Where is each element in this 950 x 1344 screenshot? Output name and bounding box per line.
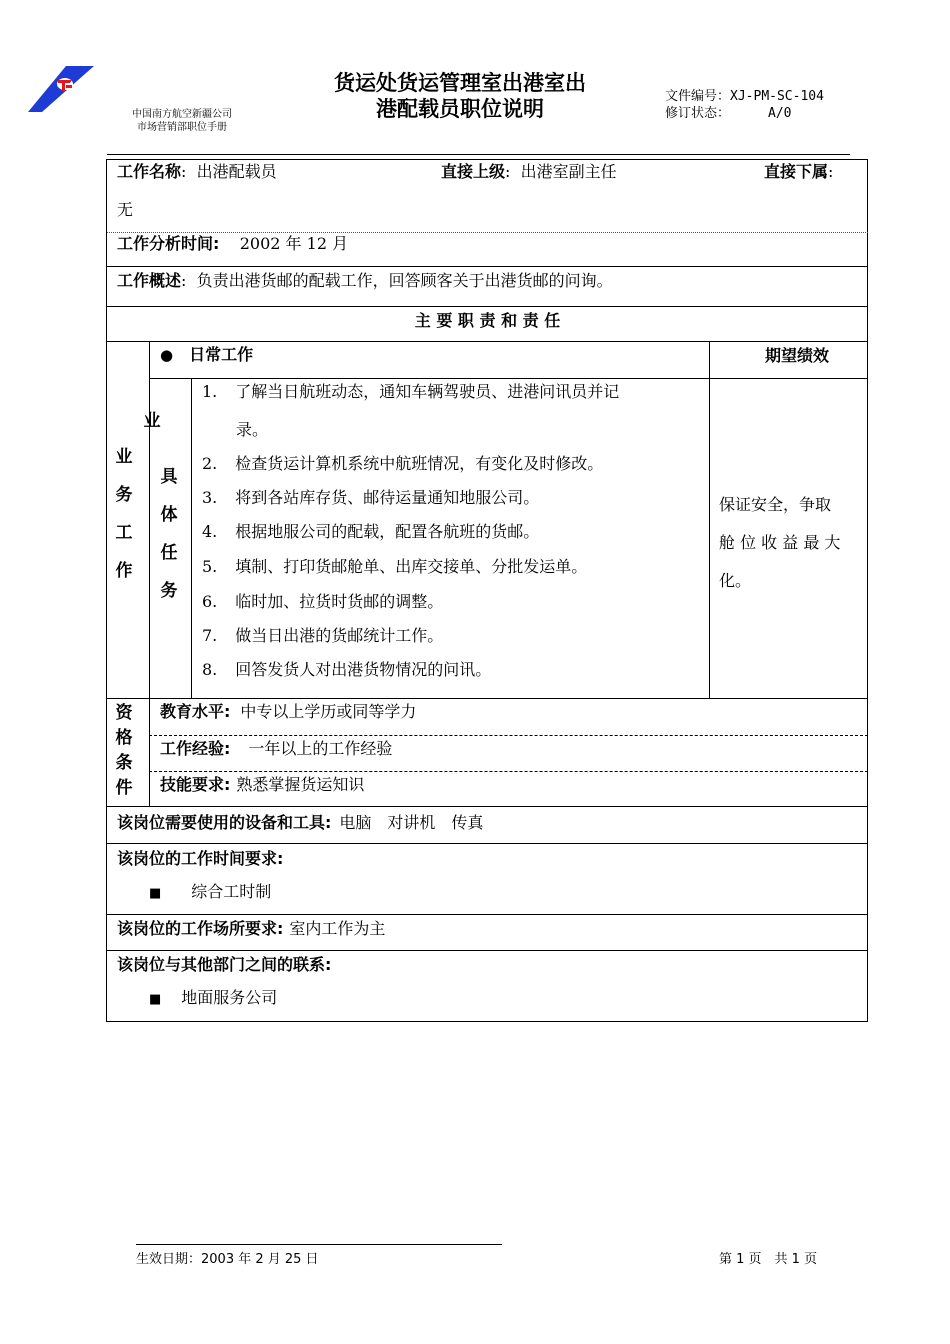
label-char: 具	[160, 467, 178, 487]
daily-work-cell	[160, 345, 253, 365]
divider	[709, 341, 710, 698]
experience-row	[160, 739, 392, 759]
effective-date: 生效日期：2003 年 2 月 25 日	[136, 1252, 319, 1267]
label-char: 任	[160, 543, 178, 563]
analysis-label: 工作分析时间:	[117, 234, 220, 253]
task-text: 回答发货人对出港货物情况的问讯。	[235, 660, 492, 679]
footer-rule	[136, 1244, 502, 1245]
task-number: 4.	[202, 522, 218, 541]
place-row	[117, 919, 385, 939]
divider	[107, 306, 868, 307]
performance-text	[719, 486, 840, 600]
divider	[149, 698, 150, 806]
place-value: 室内工作为主	[289, 919, 386, 938]
experience-value: 一年以上的工作经验	[248, 739, 393, 758]
task-text: 根据地服公司的配载，配置各航班的货邮。	[235, 522, 540, 541]
divider	[107, 266, 868, 267]
divider	[149, 341, 150, 698]
performance-line: 保证安全，争取	[719, 495, 832, 514]
task-item	[202, 626, 443, 646]
task-text: 将到各站库存货、邮待运量通知地服公司。	[235, 488, 540, 507]
relation-label: 该岗位与其他部门之间的联系:	[117, 955, 332, 974]
performance-line: 化。	[719, 571, 752, 590]
label-char: 作	[115, 561, 133, 581]
duties-heading: 主 要 职 责 和 责 任	[414, 311, 561, 330]
divider	[107, 341, 868, 342]
title-line-1: 货运处货运管理室出港室出	[334, 71, 586, 95]
company-line: 中国南方航空新疆公司	[132, 109, 232, 120]
label-char: 条	[115, 753, 133, 773]
title-line-2: 港配载员职位说明	[376, 97, 544, 121]
analysis-date: 2002 年 12 月	[239, 234, 349, 253]
equipment-value: 电脑 对讲机 传真	[339, 813, 484, 832]
label-char: 工	[115, 523, 133, 543]
task-number: 2.	[202, 454, 218, 473]
skill-label: 技能要求:	[160, 775, 231, 794]
subordinate-value: 无	[117, 200, 134, 219]
task-label	[158, 458, 180, 610]
rev-value: A/0	[768, 106, 792, 121]
business-work-label	[113, 438, 135, 590]
task-text: 做当日出港的货邮统计工作。	[235, 626, 444, 645]
header-rule	[107, 154, 850, 155]
label-char: 务	[160, 581, 178, 601]
airline-logo	[28, 64, 96, 114]
task-item	[202, 454, 603, 474]
subordinate-cell: 直接下属:	[764, 162, 834, 181]
task-continuation: 录。	[236, 420, 269, 439]
task-number: 6.	[202, 592, 218, 611]
label-char: 体	[160, 505, 178, 525]
label-char: 业	[115, 447, 133, 467]
task-item	[202, 382, 619, 402]
superior-value: 出港室副主任	[520, 162, 617, 181]
task-item	[202, 522, 539, 542]
divider	[107, 950, 868, 951]
task-number: 5.	[202, 557, 218, 576]
label-char: 格	[115, 728, 133, 748]
divider	[191, 378, 192, 698]
task-item	[202, 557, 587, 577]
job-name-label: 工作名称	[117, 162, 182, 181]
bullet-icon: ●	[160, 346, 174, 364]
company-name	[116, 108, 248, 134]
hours-value: 综合工时制	[191, 882, 272, 901]
doc-no-label: 文件编号：	[665, 89, 731, 104]
summary-label: 工作概述	[117, 271, 182, 290]
divider	[149, 378, 868, 379]
divider	[149, 735, 868, 736]
daily-work-label: 日常工作	[189, 345, 254, 364]
relation-item	[149, 988, 277, 1010]
summary-text: 负责出港货邮的配载工作，回答顾客关于出港货邮的问询。	[196, 271, 613, 290]
job-name: 出港配载员	[196, 162, 277, 181]
task-number: 1.	[202, 382, 218, 401]
superior-label: 直接上级	[441, 162, 506, 181]
education-value: 中专以上学历或同等学力	[240, 702, 417, 721]
label-char: 资	[115, 703, 133, 723]
label-char: 务	[115, 485, 133, 505]
task-text: 了解当日航班动态，通知车辆驾驶员、进港问讯员并记	[235, 382, 620, 401]
task-number: 3.	[202, 488, 218, 507]
relation-value: 地面服务公司	[181, 988, 278, 1007]
skill-value: 熟悉掌握货运知识	[236, 775, 365, 794]
task-item	[202, 592, 443, 612]
rev-label: 修订状态：	[665, 106, 731, 121]
education-label: 教育水平:	[160, 702, 231, 721]
divider	[107, 806, 868, 807]
hours-label: 该岗位的工作时间要求:	[117, 849, 284, 868]
subordinate-label: 直接下属	[764, 162, 829, 181]
square-bullet-icon: ■	[149, 992, 162, 1007]
task-number: 7.	[202, 626, 218, 645]
summary-row: 工作概述: 负责出港货邮的配载工作，回答顾客关于出港货邮的问询。	[117, 271, 613, 290]
square-bullet-icon: ■	[149, 886, 162, 901]
education-row	[160, 702, 416, 722]
label-char: 件	[115, 778, 133, 798]
page-number: 第 1 页 共 1 页	[719, 1252, 818, 1267]
divider	[107, 698, 868, 699]
manual-line: 市场营销部职位手册	[137, 122, 227, 133]
superior-cell: 直接上级: 出港室副主任	[441, 162, 617, 181]
qualification-label	[113, 701, 135, 801]
divider	[149, 771, 868, 772]
task-text: 填制、打印货邮舱单、出库交接单、分批发运单。	[235, 557, 588, 576]
page-title	[300, 70, 620, 122]
skill-row	[160, 775, 364, 795]
job-name-row: 工作名称: 出港配载员	[117, 162, 277, 181]
analysis-row	[117, 234, 348, 254]
equipment-label: 该岗位需要使用的设备和工具:	[117, 813, 332, 832]
task-text: 临时加、拉货时货邮的调整。	[235, 592, 444, 611]
equipment-row	[117, 813, 483, 833]
task-item	[202, 660, 491, 680]
divider	[107, 914, 868, 915]
doc-info	[665, 88, 824, 122]
divider	[107, 232, 868, 233]
doc-no: XJ-PM-SC-104	[730, 89, 824, 104]
performance-line: 舱 位 收 益 最 大	[719, 533, 841, 552]
task-number: 8.	[202, 660, 218, 679]
task-text: 检查货运计算机系统中航班情况，有变化及时修改。	[235, 454, 604, 473]
experience-label: 工作经验:	[160, 739, 231, 758]
hours-item	[149, 882, 271, 904]
performance-label: 期望绩效	[765, 346, 830, 365]
place-label: 该岗位的工作场所要求:	[117, 919, 284, 938]
sub-label-top: 业	[143, 411, 161, 431]
task-item	[202, 488, 539, 508]
divider	[107, 843, 868, 844]
